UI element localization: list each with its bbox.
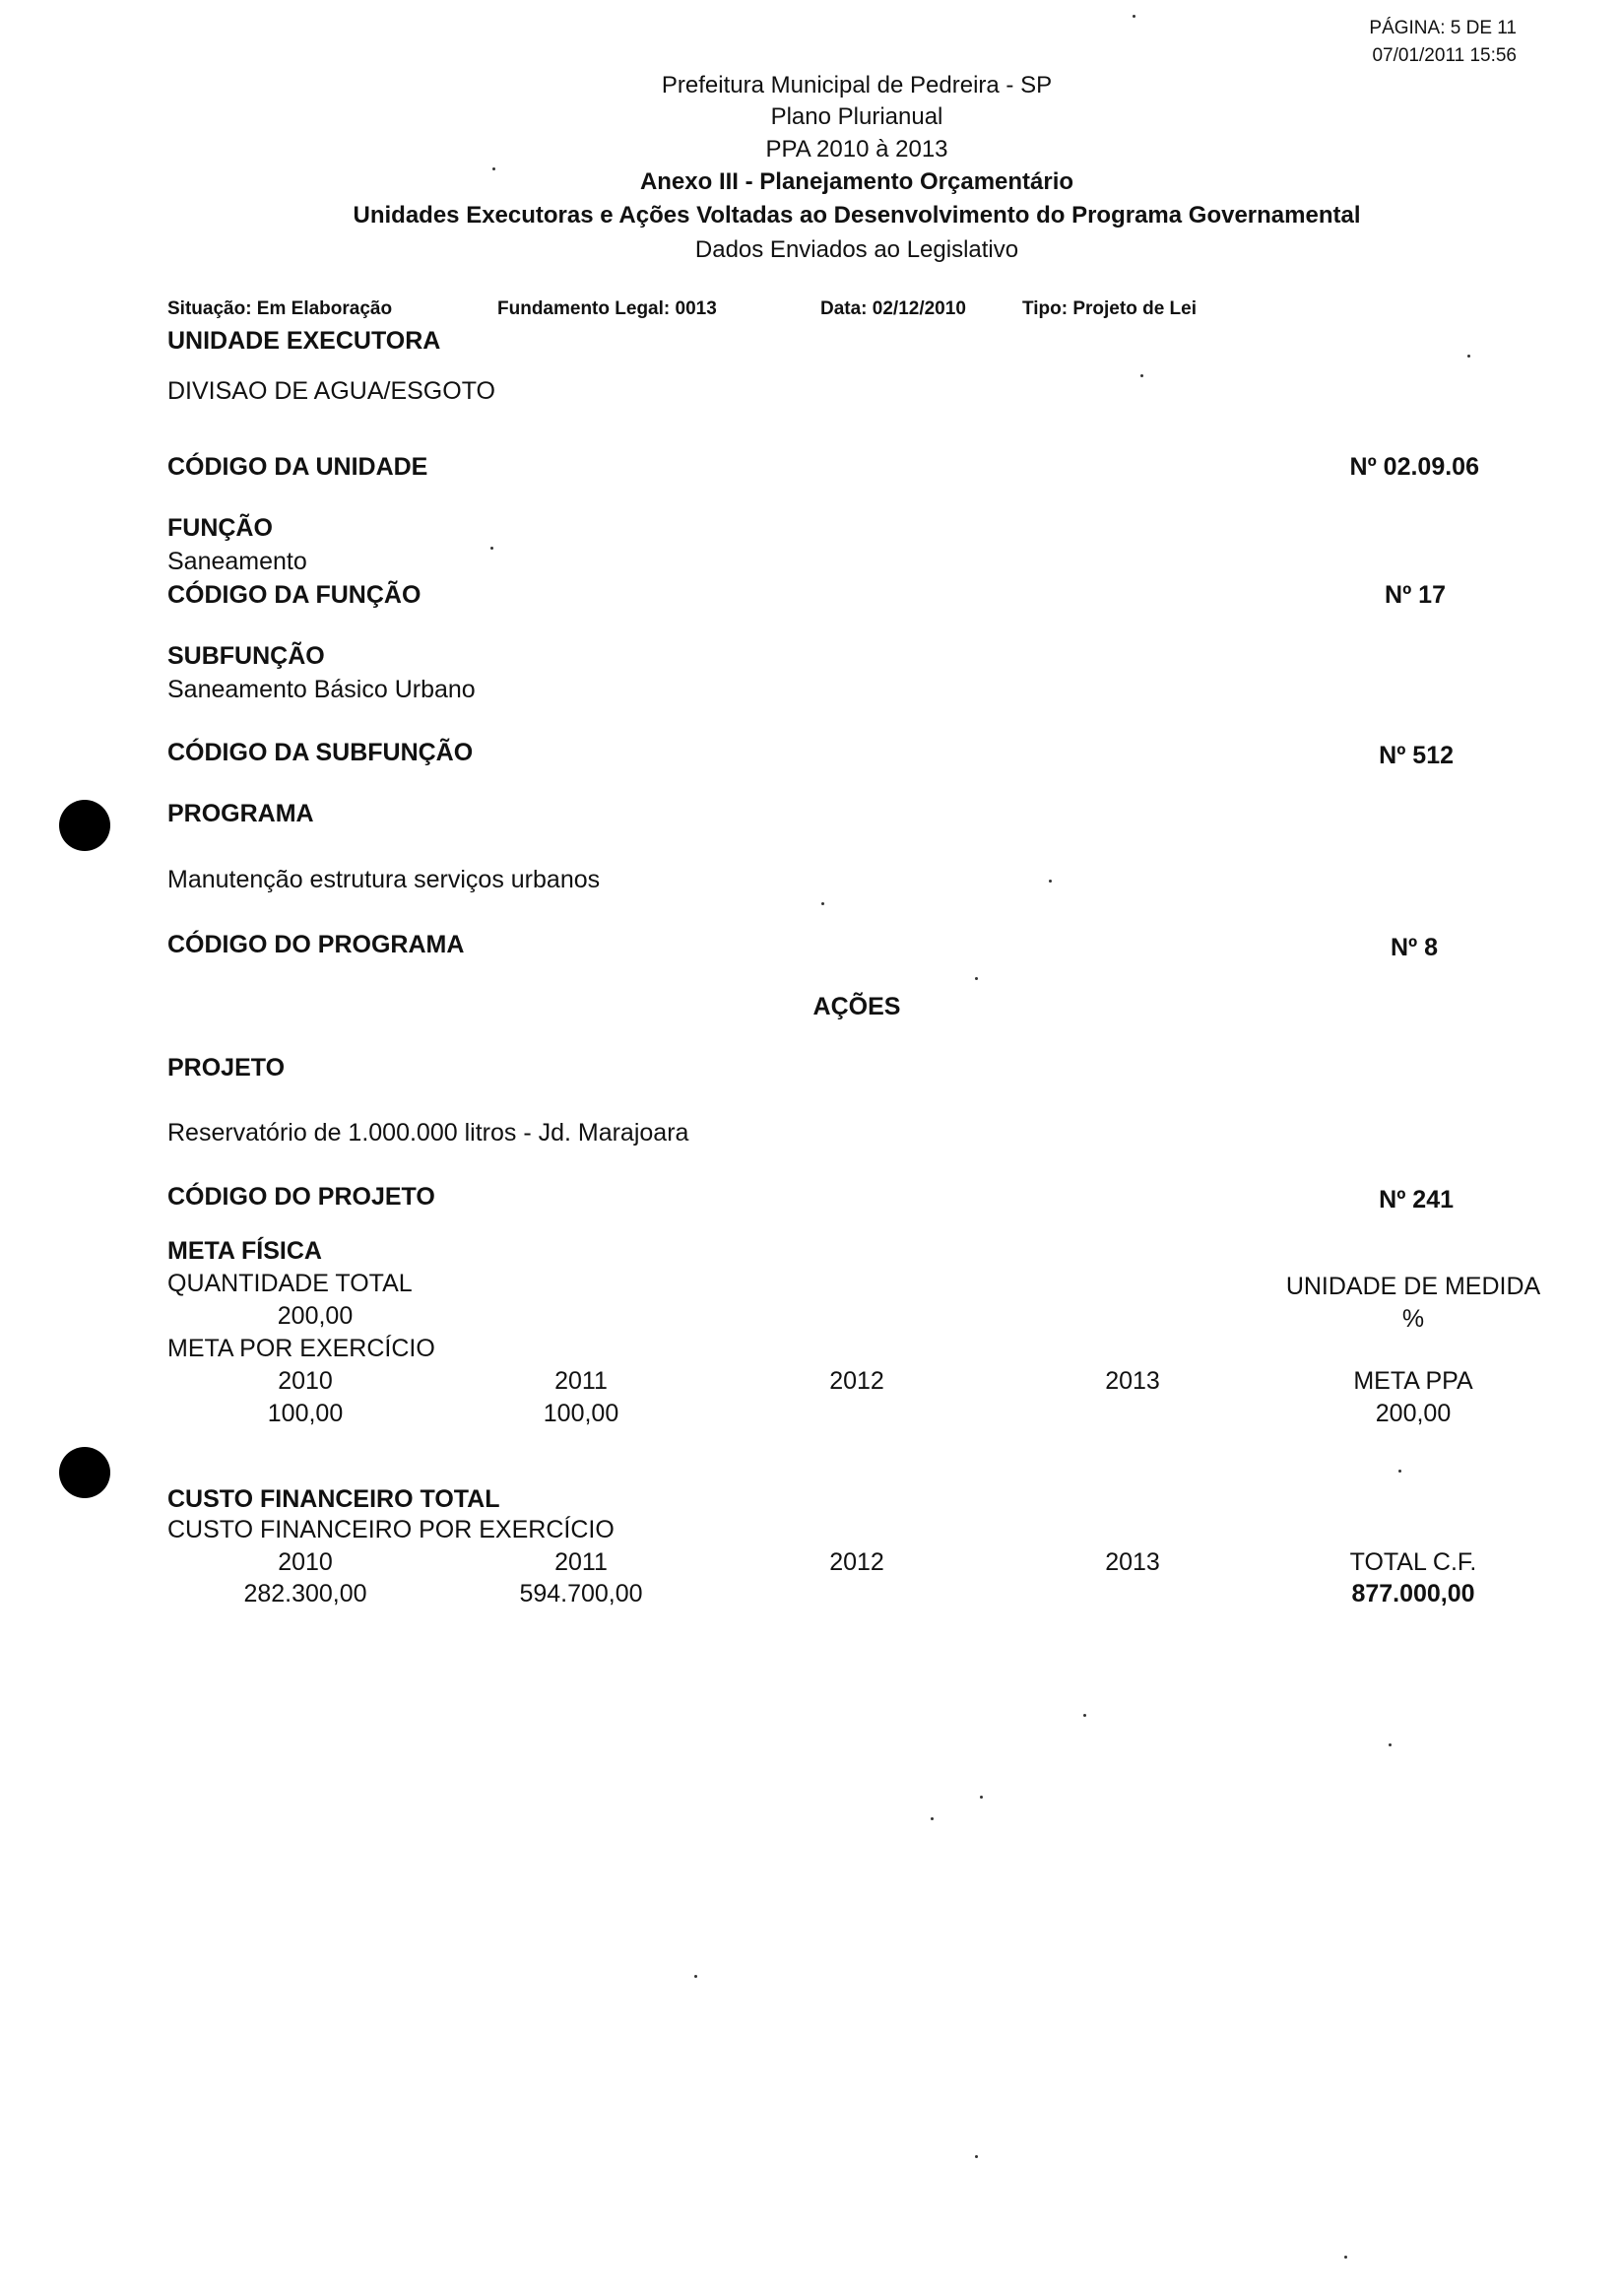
scan-speck <box>821 902 824 905</box>
meta-ppa-value: 200,00 <box>1375 1400 1452 1427</box>
custo-value-2010: 282.300,00 <box>243 1580 367 1607</box>
programa-label: PROGRAMA <box>167 800 314 827</box>
scan-speck <box>1083 1714 1086 1717</box>
meta-value-2011: 100,00 <box>543 1400 619 1427</box>
quantidade-total-value: 200,00 <box>277 1302 354 1330</box>
codigo-subfuncao-value: Nº 512 <box>1379 742 1454 769</box>
scan-speck <box>1344 2256 1347 2259</box>
codigo-funcao-label: CÓDIGO DA FUNÇÃO <box>167 581 421 609</box>
codigo-programa-value: Nº 8 <box>1390 934 1438 961</box>
total-cf-value: 877.000,00 <box>1351 1580 1475 1607</box>
codigo-subfuncao-label: CÓDIGO DA SUBFUNÇÃO <box>167 739 474 766</box>
info-tipo: Tipo: Projeto de Lei <box>1022 298 1197 319</box>
scan-speck <box>975 977 978 980</box>
meta-year-2011: 2011 <box>554 1367 608 1395</box>
punch-hole-bottom <box>59 1447 110 1498</box>
scan-speck <box>1398 1470 1401 1473</box>
scan-speck <box>1133 15 1135 18</box>
funcao-label: FUNÇÃO <box>167 514 273 542</box>
scan-speck <box>1140 374 1143 377</box>
info-situacao: Situação: Em Elaboração <box>167 298 393 319</box>
scan-speck <box>490 547 493 550</box>
header-anexo: Anexo III - Planejamento Orçamentário <box>639 168 1074 195</box>
codigo-funcao-value: Nº 17 <box>1385 581 1446 609</box>
scan-speck <box>931 1817 934 1820</box>
subfuncao-value: Saneamento Básico Urbano <box>167 676 476 703</box>
unidade-medida-value: % <box>1401 1305 1425 1333</box>
acoes-title: AÇÕES <box>812 993 901 1020</box>
codigo-projeto-label: CÓDIGO DO PROJETO <box>167 1183 435 1211</box>
page-datetime: 07/01/2011 15:56 <box>1372 45 1517 66</box>
scan-speck <box>980 1796 983 1799</box>
programa-value: Manutenção estrutura serviços urbanos <box>167 866 601 893</box>
custo-year-2013: 2013 <box>1105 1548 1160 1576</box>
meta-por-exercicio-label: META POR EXERCÍCIO <box>167 1335 435 1362</box>
custo-value-2011: 594.700,00 <box>519 1580 643 1607</box>
projeto-label: PROJETO <box>167 1054 286 1082</box>
projeto-value: Reservatório de 1.000.000 litros - Jd. Marajoara <box>167 1119 689 1147</box>
codigo-unidade-value: Nº 02.09.06 <box>1349 453 1479 481</box>
meta-fisica-label: META FÍSICA <box>167 1237 322 1265</box>
total-cf-label: TOTAL C.F. <box>1349 1548 1477 1576</box>
subfuncao-label: SUBFUNÇÃO <box>167 642 325 670</box>
codigo-projeto-value: Nº 241 <box>1379 1186 1454 1214</box>
header-dados: Dados Enviados ao Legislativo <box>694 236 1019 263</box>
header-ppa: PPA 2010 à 2013 <box>765 136 948 163</box>
scan-speck <box>1049 880 1052 883</box>
unidade-medida-label: UNIDADE DE MEDIDA <box>1285 1273 1541 1300</box>
quantidade-total-label: QUANTIDADE TOTAL <box>167 1270 413 1297</box>
info-fundamento: Fundamento Legal: 0013 <box>497 298 717 319</box>
page-number: PÁGINA: 5 DE 11 <box>1369 18 1517 38</box>
custo-total-label: CUSTO FINANCEIRO TOTAL <box>167 1485 500 1513</box>
meta-year-2012: 2012 <box>829 1367 884 1395</box>
funcao-value: Saneamento <box>167 548 307 575</box>
scan-speck <box>1467 355 1470 358</box>
unidade-value: DIVISAO DE AGUA/ESGOTO <box>167 377 495 405</box>
scan-speck <box>975 2155 978 2158</box>
punch-hole-top <box>59 800 110 851</box>
custo-year-2011: 2011 <box>554 1548 608 1576</box>
scan-speck <box>492 167 495 170</box>
unidade-label: UNIDADE EXECUTORA <box>167 327 441 355</box>
header-unidades: Unidades Executoras e Ações Voltadas ao Desenvolvimento do Programa Governamental <box>353 202 1361 229</box>
custo-year-2012: 2012 <box>829 1548 884 1576</box>
meta-year-2010: 2010 <box>278 1367 333 1395</box>
meta-ppa-label: META PPA <box>1353 1367 1473 1395</box>
header-plano: Plano Plurianual <box>770 103 943 130</box>
scan-speck <box>1389 1743 1392 1746</box>
codigo-programa-label: CÓDIGO DO PROGRAMA <box>167 931 465 958</box>
scan-speck <box>694 1975 697 1978</box>
meta-value-2010: 100,00 <box>267 1400 344 1427</box>
meta-year-2013: 2013 <box>1105 1367 1160 1395</box>
info-data: Data: 02/12/2010 <box>820 298 966 319</box>
codigo-unidade-label: CÓDIGO DA UNIDADE <box>167 453 428 481</box>
header-prefeitura: Prefeitura Municipal de Pedreira - SP <box>661 72 1053 98</box>
custo-por-exercicio-label: CUSTO FINANCEIRO POR EXERCÍCIO <box>167 1516 615 1543</box>
custo-year-2010: 2010 <box>278 1548 333 1576</box>
